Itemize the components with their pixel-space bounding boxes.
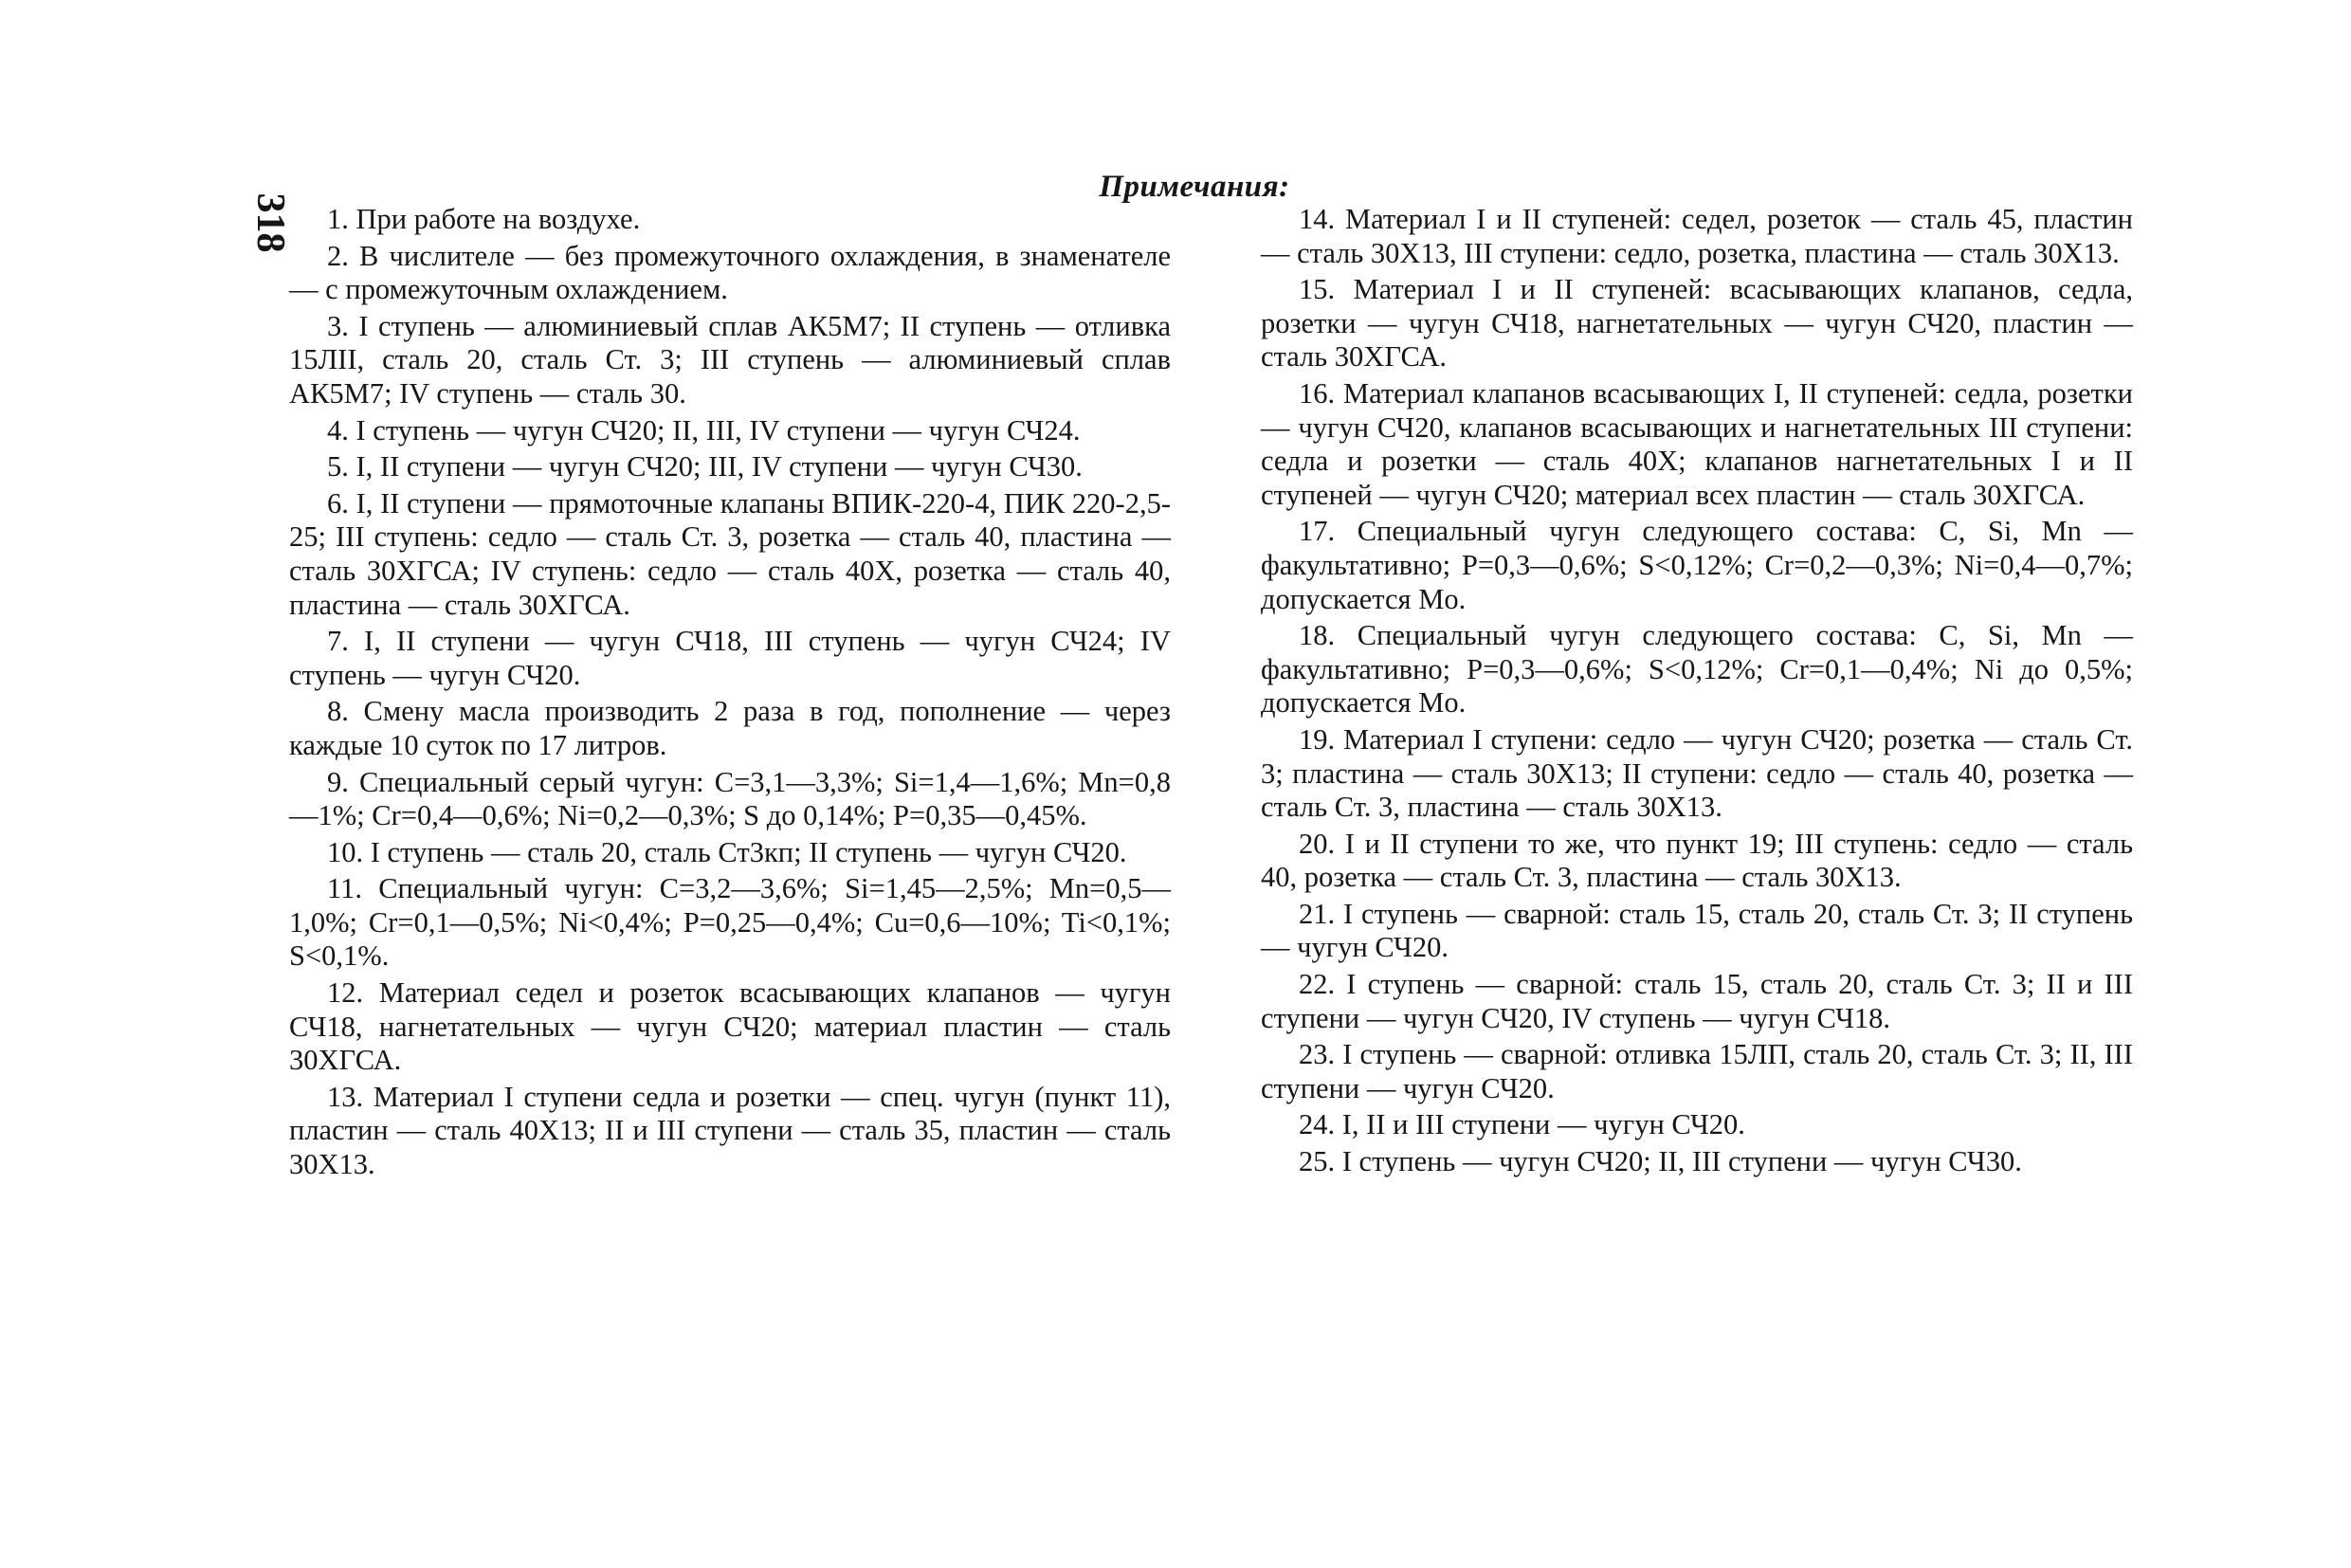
note-item: 9. Специальный серый чугун: C=3,1—3,3%; Si=1,4—1,6%; Mn=0,8—1%; Cr=0,4—0,6%; Ni=0,2—0,3%; S до 0,14%; P=0,35—0,45%.	[289, 765, 1171, 832]
note-item: 22. I ступень — сварной: сталь 15, сталь 20, сталь Ст. 3; II и III ступени — чугун СЧ20, IV ступень — чугун СЧ18.	[1261, 968, 2133, 1034]
note-item: 21. I ступень — сварной: сталь 15, сталь 20, сталь Ст. 3; II ступень — чугун СЧ20.	[1261, 897, 2133, 964]
note-item: 3. I ступень — алюминиевый сплав АК5М7; II ступень — отливка 15ЛII, сталь 20, сталь Ст. 3; III ступень — алюминиевый сплав АК5М7; IV ступень — сталь 30.	[289, 309, 1171, 410]
note-item: 18. Специальный чугун следующего состава: C, Si, Mn — факультативно; P=0,3—0,6%; S<0,12%; Cr=0,1—0,4%; Ni до 0,5%; допускается Mo.	[1261, 619, 2133, 720]
note-item: 7. I, II ступени — чугун СЧ18, III ступень — чугун СЧ24; IV ступень — чугун СЧ20.	[289, 625, 1171, 691]
notes-right-column	[1261, 203, 2133, 1182]
note-item: 2. В числителе — без промежуточного охлаждения, в знаменателе — с промежуточным охлаждением.	[289, 239, 1171, 306]
note-item: 1. При работе на воздухе.	[327, 203, 641, 235]
notes-left-column	[289, 203, 1171, 1185]
note-item: 8. Смену масла производить 2 раза в год, пополнение — через каждые 10 суток по 17 литров.	[289, 695, 1171, 761]
note-item: 13. Материал I ступени седла и розетки — спец. чугун (пункт 11), пластин — сталь 40Х13; II и III ступени — сталь 35, пластин — сталь 30Х13.	[289, 1080, 1171, 1181]
note-item: 6. I, II ступени — прямоточные клапаны ВПИК-220-4, ПИК 220-2,5-25; III ступень: седло — сталь Ст. 3, розетка — сталь 40, пластина — сталь 30ХГСА; IV ступень: седло — сталь 40Х, розетка — сталь 40, пластина — сталь 30ХГСА.	[289, 486, 1171, 621]
page-title: Примечания:	[1099, 170, 1290, 204]
note-item: 24. I, II и III ступени — чугун СЧ20.	[1299, 1108, 1745, 1141]
note-item: 20. I и II ступени то же, что пункт 19; III ступень: седло — сталь 40, розетка — сталь Ст. 3, пластина — сталь 30Х13.	[1261, 827, 2133, 894]
note-item: 17. Специальный чугун следующего состава: C, Si, Mn — факультативно; P=0,3—0,6%; S<0,12%; Cr=0,2—0,3%; Ni=0,4—0,7%; допускается Mo.	[1261, 515, 2133, 615]
page-number: 318	[248, 192, 292, 253]
note-item: 5. I, II ступени — чугун СЧ20; III, IV ступени — чугун СЧ30.	[327, 450, 1083, 483]
note-item: 15. Материал I и II ступеней: всасывающих клапанов, седла, розетки — чугун СЧ18, нагнетательных — чугун СЧ20, пластин — сталь 30ХГСА.	[1261, 273, 2133, 374]
note-item: 11. Специальный чугун: C=3,2—3,6%; Si=1,45—2,5%; Mn=0,5—1,0%; Cr=0,1—0,5%; Ni<0,4%; P=0,25—0,4%; Cu=0,6—10%; Ti<0,1%; S<0,1%.	[289, 872, 1171, 973]
note-item: 23. I ступень — сварной: отливка 15ЛП, сталь 20, сталь Ст. 3; II, III ступени — чугун СЧ20.	[1261, 1038, 2133, 1104]
note-item: 19. Материал I ступени: седло — чугун СЧ20; розетка — сталь Ст. 3; пластина — сталь 30Х13; II ступени: седло — сталь 40, розетка — сталь Ст. 3, пластина — сталь 30Х13.	[1261, 722, 2133, 824]
note-item: 12. Материал седел и розеток всасывающих клапанов — чугун СЧ18, нагнетательных — чугун СЧ20; материал пластин — сталь 30ХГСА.	[289, 976, 1171, 1077]
note-item: 16. Материал клапанов всасывающих I, II ступеней: седла, розетки — чугун СЧ20, клапанов всасывающих и нагнетательных III ступени: седла и розетки — сталь 40Х; клапанов нагнетательных I и II ступеней — чугун СЧ20; материал всех пластин — сталь 30ХГСА.	[1261, 376, 2133, 511]
note-item: 25. I ступень — чугун СЧ20; II, III ступени — чугун СЧ30.	[1299, 1145, 2022, 1178]
note-item: 14. Материал I и II ступеней: седел, розеток — сталь 45, пластин — сталь 30Х13, III ступени: седло, розетка, пластина — сталь 30Х13.	[1261, 203, 2133, 269]
note-item: 10. I ступень — сталь 20, сталь Ст3кп; II ступень — чугун СЧ20.	[327, 835, 1127, 868]
note-item: 4. I ступень — чугун СЧ20; II, III, IV ступени — чугун СЧ24.	[327, 413, 1081, 447]
